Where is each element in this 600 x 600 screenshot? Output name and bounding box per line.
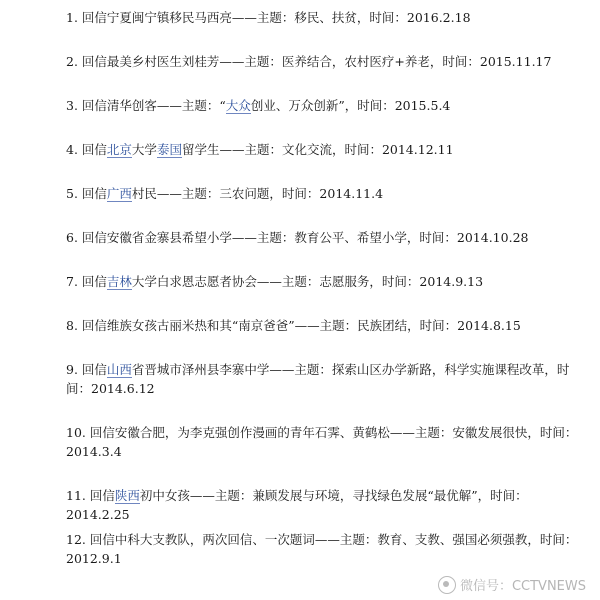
entry-text: 9. 回信	[66, 362, 107, 377]
list-item	[66, 423, 586, 461]
list-item	[66, 272, 586, 291]
entry-text: 4. 回信	[66, 142, 107, 157]
list-item	[66, 184, 586, 203]
wechat-logo-icon	[438, 576, 456, 594]
list-item	[66, 140, 586, 159]
entry-spacer	[66, 27, 586, 52]
entry-text: 创业、万众创新”，时间：2015.5.4	[250, 98, 451, 113]
entry-spacer	[66, 505, 586, 530]
place-link[interactable]: 陕西	[114, 488, 140, 503]
entry-text: 大学	[131, 142, 157, 157]
place-link[interactable]: 大众	[225, 98, 251, 113]
entry-spacer	[66, 247, 586, 272]
place-link[interactable]: 泰国	[156, 142, 182, 157]
list-item	[66, 96, 586, 115]
entry-text: 村民——主题：三农问题，时间：2014.11.4	[131, 186, 384, 201]
list-item	[66, 530, 586, 568]
entry-spacer	[66, 159, 586, 184]
place-link[interactable]: 广西	[106, 186, 132, 201]
entry-text: 8. 回信维族女孩古丽米热和其“南京爸爸”——主题：民族团结，时间：2014.8.15	[66, 318, 521, 333]
entry-text: 初中女孩——主题：兼顾发展与环境，寻找绿色发展“最优解”，时间：2014.2.25	[66, 488, 528, 522]
list-item	[66, 52, 586, 71]
entry-text: 6. 回信安徽省金寨县希望小学——主题：教育公平、希望小学，时间：2014.10.28	[66, 230, 529, 245]
entry-spacer	[66, 291, 586, 316]
entry-text: 10. 回信安徽合肥，为李克强创作漫画的青年石霁、黄鹤松——主题：安徽发展很快，时间：2014.3.4	[66, 425, 578, 459]
entry-text: 7. 回信	[66, 274, 107, 289]
entry-text: 省晋城市泽州县李寨中学——主题：探索山区办学新路，科学实施课程改革，时间：2014.6.12	[66, 362, 570, 396]
entry-text: 5. 回信	[66, 186, 107, 201]
entry-text: 1. 回信宁夏闽宁镇移民马西亮——主题：移民、扶贫，时间：2016.2.18	[66, 10, 471, 25]
entry-spacer	[66, 115, 586, 140]
entry-spacer	[66, 461, 586, 486]
entry-text: 12. 回信中科大支教队，两次回信、一次题词——主题：教育、支教、强国必须强教，时间：2012.9.1	[66, 532, 578, 566]
entry-text: 11. 回信	[66, 488, 115, 503]
place-link[interactable]: 山西	[106, 362, 132, 377]
entry-text: 2. 回信最美乡村医生刘桂芳——主题：医养结合，农村医疗+养老，时间：2015.11.17	[66, 54, 552, 69]
entry-spacer	[66, 71, 586, 96]
entry-spacer	[66, 398, 586, 423]
list-item	[66, 360, 586, 398]
letter-list	[66, 8, 586, 568]
entry-text: 3. 回信清华创客——主题：“	[66, 98, 226, 113]
list-item	[66, 316, 586, 335]
list-item	[66, 486, 586, 522]
watermark	[438, 575, 586, 594]
watermark-text: 微信号：CCTVNEWS	[459, 579, 586, 594]
place-link[interactable]: 吉林	[106, 274, 132, 289]
entry-spacer	[66, 335, 586, 360]
entry-spacer	[66, 203, 586, 228]
entry-text: 大学白求恩志愿者协会——主题：志愿服务，时间：2014.9.13	[131, 274, 484, 289]
list-item	[66, 228, 586, 247]
place-link[interactable]: 北京	[106, 142, 132, 157]
entry-text: 留学生——主题：文化交流，时间：2014.12.11	[181, 142, 454, 157]
list-item	[66, 8, 586, 27]
